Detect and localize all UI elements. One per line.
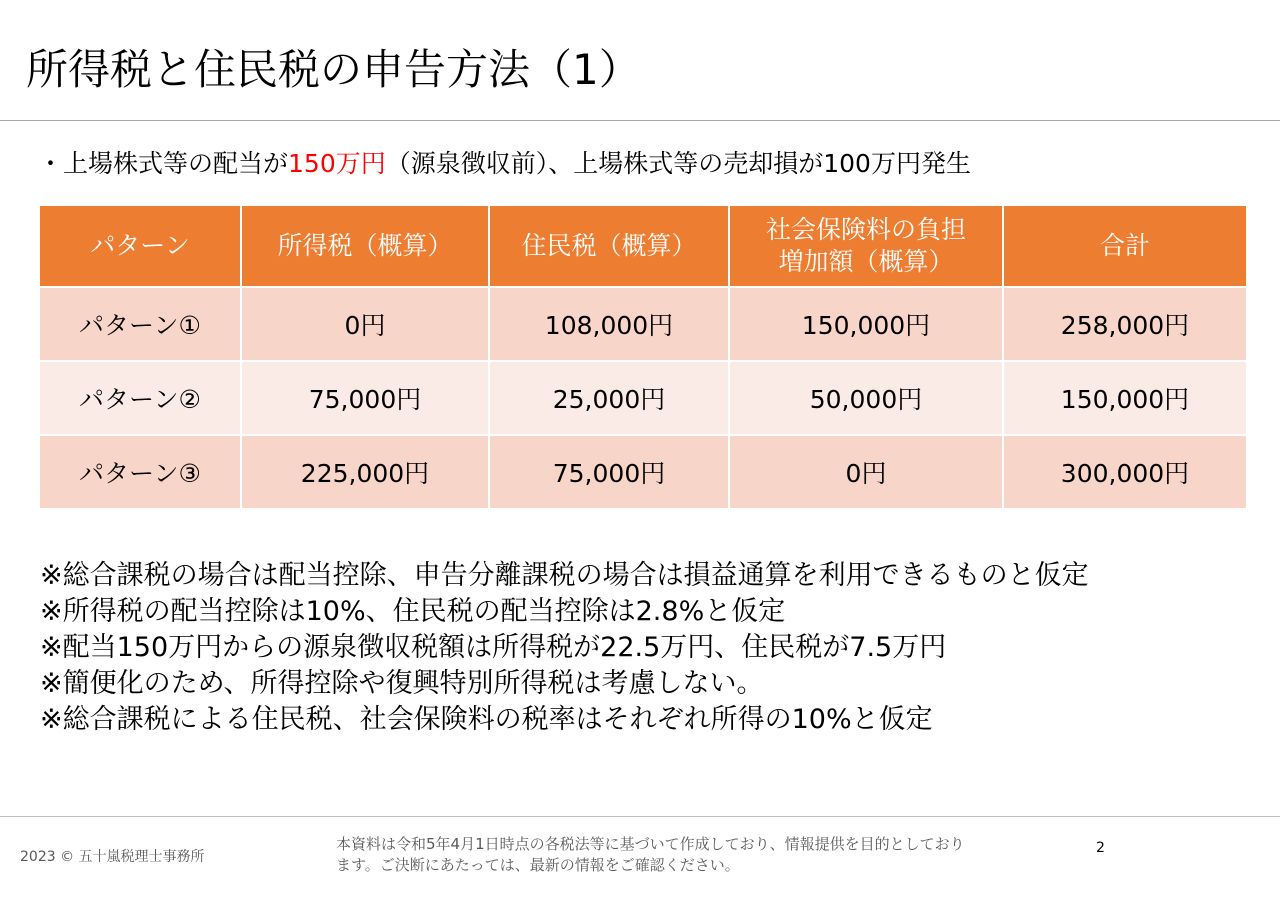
header-income-tax: 所得税（概算） [241, 205, 489, 287]
table-row [39, 361, 1247, 435]
cell-pattern: パターン② [39, 361, 241, 435]
cell-resident-tax: 25,000円 [489, 361, 729, 435]
header-social-insurance [729, 205, 1003, 287]
cell-pattern: パターン① [39, 287, 241, 361]
header-resident-tax: 住民税（概算） [489, 205, 729, 287]
header-social-line2: 増加額（概算） [778, 247, 954, 276]
note-item: ※総合課税による住民税、社会保険料の税率はそれぞれ所得の10%と仮定 [40, 704, 933, 735]
cell-total: 300,000円 [1003, 435, 1247, 509]
cell-total: 258,000円 [1003, 287, 1247, 361]
cell-total: 150,000円 [1003, 361, 1247, 435]
note-item: ※簡便化のため、所得控除や復興特別所得税は考慮しない。 [40, 668, 764, 699]
note-item: ※総合課税の場合は配当控除、申告分離課税の場合は損益通算を利用できるものと仮定 [40, 560, 1089, 591]
header-social-line1: 社会保険料の負担 [765, 215, 966, 244]
table-row [39, 435, 1247, 509]
disclaimer-line: 本資料は令和5年4月1日時点の各税法等に基づいて作成しており、情報提供を目的としており [336, 835, 965, 853]
intro-line [38, 146, 971, 182]
note-item: ※配当150万円からの源泉徴収税額は所得税が22.5万円、住民税が7.5万円 [40, 632, 947, 663]
slide-title: 所得税と住民税の申告方法（1） [26, 45, 641, 94]
footer-copyright: 2023 © 五十嵐税理士事務所 [20, 849, 205, 865]
intro-highlight: 150万円 [288, 149, 386, 178]
header-pattern: パターン [39, 205, 241, 287]
footer-divider [0, 816, 1280, 817]
cell-income-tax: 225,000円 [241, 435, 489, 509]
cell-income-tax: 0円 [241, 287, 489, 361]
title-divider [0, 120, 1280, 121]
disclaimer-line: ます。ご決断にあたっては、最新の情報をご確認ください。 [336, 856, 740, 874]
cell-resident-tax: 108,000円 [489, 287, 729, 361]
cell-income-tax: 75,000円 [241, 361, 489, 435]
intro-prefix: ・上場株式等の配当が [38, 149, 289, 178]
tax-comparison-table [38, 204, 1248, 510]
header-total: 合計 [1003, 205, 1247, 287]
notes-list [40, 558, 1089, 738]
footer-disclaimer [336, 834, 965, 876]
cell-pattern: パターン③ [39, 435, 241, 509]
cell-social-insurance: 50,000円 [729, 361, 1003, 435]
cell-resident-tax: 75,000円 [489, 435, 729, 509]
cell-social-insurance: 150,000円 [729, 287, 1003, 361]
intro-suffix: （源泉徴収前）、上場株式等の売却損が100万円発生 [385, 149, 971, 178]
table-row [39, 287, 1247, 361]
page-number: 2 [1096, 840, 1105, 856]
note-item: ※所得税の配当控除は10%、住民税の配当控除は2.8%と仮定 [40, 596, 786, 627]
cell-social-insurance: 0円 [729, 435, 1003, 509]
table-header-row [39, 205, 1247, 287]
